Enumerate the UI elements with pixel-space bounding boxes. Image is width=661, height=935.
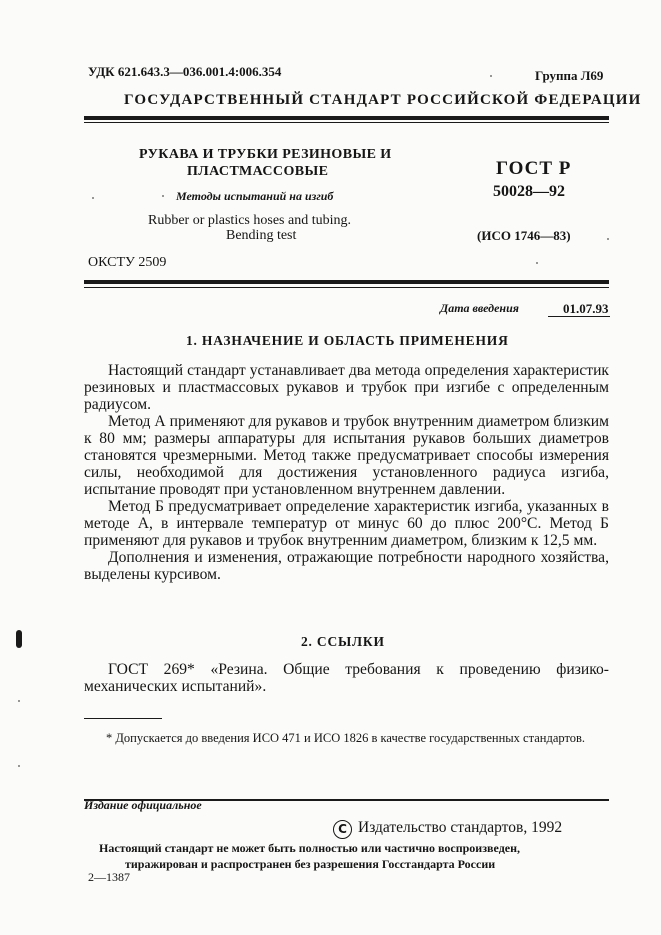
copyright-text: Издательство стандартов, 1992	[358, 819, 563, 836]
english-title-line1: Rubber or plastics hoses and tubing.	[148, 213, 351, 228]
scan-speck	[18, 700, 20, 702]
paragraph: Настоящий стандарт устанавливает два метода определения характеристик резиновых и пластмассовых рукавов и трубок при изгибе с определенным радиусом.	[84, 362, 609, 413]
scan-speck	[536, 262, 538, 264]
footnote-text: * Допускается до введения ИСО 471 и ИСО 1826 в качестве государственных стандартов.	[106, 731, 586, 745]
intro-date-label: Дата введения	[440, 301, 519, 315]
standard-subtitle: Методы испытаний на изгиб	[176, 189, 334, 203]
gost-number: 50028—92	[493, 183, 565, 200]
standard-title-line1: РУКАВА И ТРУБКИ РЕЗИНОВЫЕ И	[139, 147, 392, 162]
section-1-heading: 1. НАЗНАЧЕНИЕ И ОБЛАСТЬ ПРИМЕНЕНИЯ	[186, 333, 509, 348]
state-standard-heading: ГОСУДАРСТВЕННЫЙ СТАНДАРТ РОССИЙСКОЙ ФЕДЕРАЦИИ	[124, 92, 642, 108]
intro-date-value: 01.07.93	[563, 301, 609, 316]
copyright-line	[333, 819, 562, 839]
header-rule-top	[84, 116, 609, 120]
title-rule-thin	[84, 287, 609, 288]
scan-speck	[490, 75, 492, 77]
okstu-code: ОКСТУ 2509	[88, 255, 167, 270]
paragraph: ГОСТ 269* «Резина. Общие требования к проведению физико-механических испытаний».	[84, 661, 609, 695]
section-1-body	[84, 362, 609, 583]
scan-speck	[162, 195, 164, 197]
paragraph: Метод Б предусматривает определение характеристик изгиба, указанных в методе А, в интервале температур от минус 60 до плюс 200°С. Метод Б применяют для рукавов и трубок внутренним диаметром, близким к 12,5 мм.	[84, 498, 609, 549]
header-rule-top-thin	[84, 122, 609, 123]
iso-reference: (ИСО 1746—83)	[477, 228, 571, 243]
scan-mark	[16, 630, 22, 648]
copyright-notice-line1: Настоящий стандарт не может быть полностью или частично воспроизведен,	[99, 841, 521, 855]
print-code: 2—1387	[88, 870, 130, 884]
standard-title-line2: ПЛАСТМАССОВЫЕ	[187, 164, 329, 179]
scan-speck	[18, 765, 20, 767]
scan-speck	[607, 238, 609, 240]
paragraph: Дополнения и изменения, отражающие потребности народного хозяйства, выделены курсивом.	[84, 549, 609, 583]
gost-label: ГОСТ Р	[496, 158, 572, 179]
scan-speck	[92, 197, 94, 199]
footnote-rule	[84, 718, 162, 719]
section-2-heading: 2. ССЫЛКИ	[301, 634, 385, 649]
paragraph: Метод А применяют для рукавов и трубок внутренним диаметром близким к 80 мм; размеры аппаратуры для испытания рукавов больших диаметров становятся чрезмерными. Метод также предусматривает способы измерения силы, необходимой для достижения установленного радиуса изгиба, испытание проводят при установленном внутреннем давлении.	[84, 413, 609, 498]
udk-code: УДК 621.643.3—036.001.4:006.354	[88, 64, 282, 79]
official-edition-label: Издание официальное	[84, 798, 202, 812]
footnote	[84, 731, 609, 746]
copyright-icon: C	[333, 820, 352, 839]
section-2-body	[84, 661, 609, 695]
group-code: Группа Л69	[535, 68, 604, 83]
english-title-line2: Bending test	[226, 228, 297, 243]
title-rule-thick	[84, 280, 609, 284]
copyright-notice-line2: тиражирован и распространен без разрешения Госстандарта России	[125, 857, 496, 871]
intro-date-underline	[548, 316, 610, 317]
